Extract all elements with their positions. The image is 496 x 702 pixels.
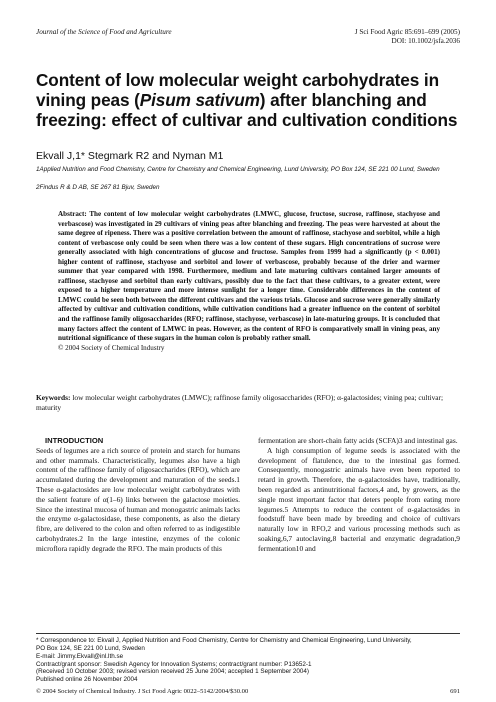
footnote-line: * Correspondence to: Ekvall J, Applied Nutrition and Food Chemistry, Centre for Chemistry and Chemical Engineering, Lund University, [36, 637, 412, 645]
footnote-line: E-mail: Jimmy.Ekvall@inl.lth.se [36, 652, 124, 660]
left-column [36, 436, 240, 554]
keywords-text: low molecular weight carbohydrates (LMWC); raffinose family oligosaccharides (RFO); α-galactosides; vining pea; cultivar; maturity [36, 393, 444, 412]
abstract [58, 210, 440, 353]
keywords [36, 393, 460, 413]
footnotes [36, 637, 460, 684]
footnote-line: PO Box 124, SE 221 00 Lund, Sweden [36, 645, 145, 653]
paragraph: A high consumption of legume seeds is associated with the development of flatulence, due to the intestinal gas formed. Consequently, monogastric animals have even been reported to retard in growth. Therefore, the α-galactosides have, traditionally, been regarded as antinutritional factors,4 and, by growers, as the single most important factor that deters people from eating more legumes.5 Attempts to reduce the content of α-galactosides in foodstuff have been made by breeding and choice of cultivars naturally low in RFO,2 and various processing methods such as soaking,6,7 autoclaving,8 bacterial and enzymatic degradation,9 fermentation10 and [258, 445, 460, 553]
footnote-line: Contract/grant sponsor: Swedish Agency for Innovation Systems; contract/grant number: P13652-1 [36, 660, 312, 668]
section-heading-introduction: INTRODUCTION [45, 436, 104, 445]
footnote-line: Published online 26 November 2004 [36, 676, 138, 684]
paragraph: fermentation are short-chain fatty acids (SCFA)3 and intestinal gas. [258, 436, 458, 445]
journal-name: Journal of the Science of Food and Agriculture [36, 28, 172, 36]
title-species: Pisum sativum [139, 90, 260, 110]
keywords-label: Keywords: [36, 393, 71, 402]
doi: DOI: 10.1002/jsfa.2036 [391, 37, 460, 45]
article-title [36, 70, 466, 130]
footnote-divider [36, 633, 460, 634]
right-column [258, 436, 460, 554]
page-number: 691 [450, 688, 460, 695]
abstract-copyright: © 2004 Society of Chemical Industry [58, 343, 165, 352]
citation-block [355, 28, 460, 46]
footer-copyright: © 2004 Society of Chemical Industry. J Sci Food Agric 0022–5142/2004/$30.00 [36, 688, 249, 695]
page-footer [36, 688, 460, 695]
paragraph: Seeds of legumes are a rich source of protein and starch for humans and other mammals. Characteristically, legumes also have a high content of the raffinose family of oligosaccharides (RFO), which are accumulated during the development and maturation of the seeds.1 These α-galactosides are low molecular weight carbohydrates with the salient feature of α(1–6) links between the galactose moieties. Since the intestinal mucosa of human and monogastric animals lacks the enzyme α-galactosidase, these components, as also the dietary fibre, are delivered to the colon and often referred to as indigestible carbohydrates.2 In the large intestine, enzymes of the colonic microflora rapidly degrade the RFO. The main products of this [36, 445, 240, 553]
affiliation-2: 2Findus R & D AB, SE 267 81 Bjuv, Sweden [36, 184, 160, 191]
abstract-text: Abstract: The content of low molecular weight carbohydrates (LMWC, glucose, fructose, sucrose, raffinose, stachyose and verbascose) was investigated in 29 cultivars of vining peas after blanching and freezing. The peas were harvested at about the same degree of ripeness. There was a positive correlation between the amount of raffinose, stachyose and sorbitol, while a high content of verbascose only could be seen when there was a low content of these sugars. High concentrations of sucrose were generally associated with high concentrations of glucose and fructose. Samples from 1999 had a significantly (p < 0.001) higher content of raffinose, stachyose and sorbitol and lower of verbascose, probably because of the drier and warmer summer that year compared with 1998. Furthermore, medium and late maturing cultivars contained larger amounts of raffinose, stachyose and sorbitol than early cultivars, possibly due to the fact that these cultivars, to a greater extent, were exposed to a higher temperature and more intense sunlight for a longer time. Considerable differences in the content of LMWC could be seen both between the different cultivars and the various trials. Glucose and sucrose were generally similarly affected by cultivar and cultivation conditions, while cultivation conditions had a greater influence on the content of sorbitol and the raffinose family oligosaccharides (RFO; raffinose, stachyose, verbascose) in late-maturing groups. It is concluded that many factors affect the content of LMWC in peas. However, as the content of RFO is comparatively small in vining peas, any nutritional significance of these sugars in the human colon is probably rather small. [58, 210, 440, 343]
authors: Ekvall J,1* Stegmark R2 and Nyman M1 [36, 150, 224, 162]
title-text-1: Content of low molecular weight carbohydrates in vining peas ( [36, 70, 439, 110]
affiliation-1: 1Applied Nutrition and Food Chemistry, Centre for Chemistry and Chemical Engineering, Lund University, PO Box 124, SE 221 00 Lund, Sweden [36, 166, 440, 173]
title-text-2: ) after blanching and freezing: effect of cultivar and cultivation conditions [36, 90, 458, 130]
footnote-line: (Received 10 October 2003; revised version received 25 June 2004; accepted 1 September 2004) [36, 668, 310, 676]
citation: J Sci Food Agric 85:691–699 (2005) [354, 28, 460, 36]
